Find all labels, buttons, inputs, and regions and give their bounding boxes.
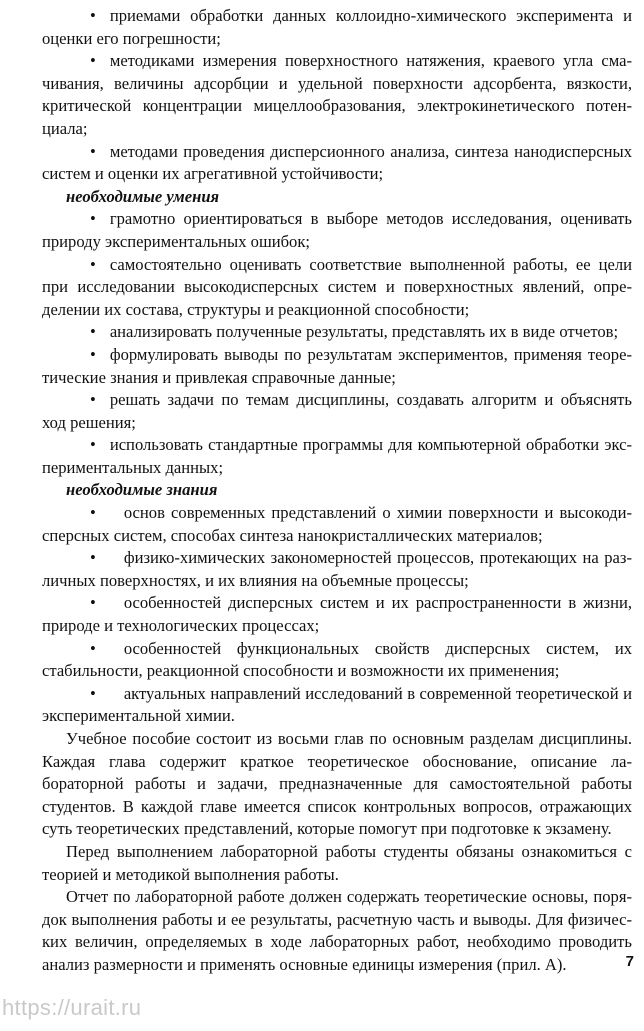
list-item [42,389,632,434]
page-body [42,5,632,977]
list-item-text: решать задачи по темам дисциплины, создавать алгоритм и объяснять ход решения; [42,390,632,432]
list-item [42,434,632,479]
bullet-icon: • [90,254,96,274]
list-item [42,638,632,683]
page-number: 7 [625,953,634,970]
bullet-icon: • [90,638,96,658]
bullet-icon: • [90,503,96,523]
section-heading: необходимые умения [66,186,220,206]
bullet-icon: • [90,390,96,410]
list-item-text: основ современных представлений о химии поверхности и высокодисперсных систем, способах синтеза нанокристаллических материалов; [42,503,632,545]
list-item-text: использовать стандартные программы для компьютерной обработки экспериментальных данных; [42,435,632,477]
list-item-text: методами проведения дисперсионного анализа, синтеза нанодисперсных систем и оценки их агрегативной устойчивости; [42,141,632,184]
list-item [42,502,632,547]
list-item [42,321,632,344]
list-item-text: приемами обработки данных коллоидно-химического эксперимента и оценки его погрешности; [42,6,632,48]
list-item [42,592,632,637]
list-item [42,254,632,322]
body-paragraph: Учебное пособие состоит из восьми глав по основным разделам дисциплины. Каждая глава содержит краткое теоретическое обоснование, описание лабораторной работы и задачи, предназначенные для самостоятельной работы студентов. В каждой главе имеется список контрольных вопросов, отражающих суть теоретических представлений, которые помогут при подготовке к экзамену. [42,729,632,839]
bullet-icon: • [90,51,96,71]
list-item [42,344,632,389]
bullet-icon: • [90,435,96,455]
bullet-icon: • [90,141,96,161]
list-item-text: актуальных направлений исследований в современной теоретической и экспериментальной химии. [42,683,632,726]
list-item [42,683,632,728]
body-paragraph: Отчет по лабораторной работе должен содержать теоретические основы, порядок выполнения работы и ее результаты, расчетную часть и выводы. Для физических величин, определяемых в ходе лабораторных работ, необходимо проводить анализ размерности и применять основные единицы измерения (прил. А). [42,887,632,974]
list-item-text: физико-химических закономерностей процессов, протекающих на различных поверхностях, и их влияния на объемные процессы; [42,548,632,590]
section-heading: необходимые знания [66,480,218,500]
bullet-icon: • [90,683,96,703]
list-item-text: грамотно ориентироваться в выборе методов исследования, оценивать природу экспериментальных ошибок; [42,209,632,251]
bullet-icon: • [90,548,96,568]
list-item-text: самостоятельно оценивать соответствие выполненной работы, ее цели при исследовании высокодисперсных систем и поверхностных явлений, определении их состава, структуры и реакционной способности; [42,254,632,319]
list-item [42,208,632,253]
bullet-icon: • [90,344,96,364]
list-item [42,141,632,186]
bullet-icon: • [90,6,96,25]
list-item [42,5,632,50]
list-item-text: особенностей дисперсных систем и их распространенности в жизни, природе и технологических процессах; [42,593,632,636]
bullet-icon: • [90,322,96,342]
list-item-text: анализировать полученные результаты, представлять их в виде отчетов; [109,322,619,342]
bullet-icon: • [90,593,96,613]
list-item-text: особенностей функциональных свойств дисперсных систем, их стабильности, реакционной способности и возможности их применения; [42,638,632,681]
list-item-text: методиками измерения поверхностного натяжения, краевого угла смачивания, величины адсорбции и удельной поверхности адсорбента, вязкости, критической концентрации мицеллообразования, электрокинетического потенциала; [42,51,632,138]
list-item [42,50,632,140]
list-item-text: формулировать выводы по результатам экспериментов, применяя теоретические знания и привлекая справочные данные; [42,344,632,387]
bullet-icon: • [90,209,96,229]
list-item [42,547,632,592]
body-paragraph: Перед выполнением лабораторной работы студенты обязаны ознакомиться с теорией и методикой выполнения работы. [42,841,632,884]
source-watermark: https://urait.ru [2,995,142,1020]
